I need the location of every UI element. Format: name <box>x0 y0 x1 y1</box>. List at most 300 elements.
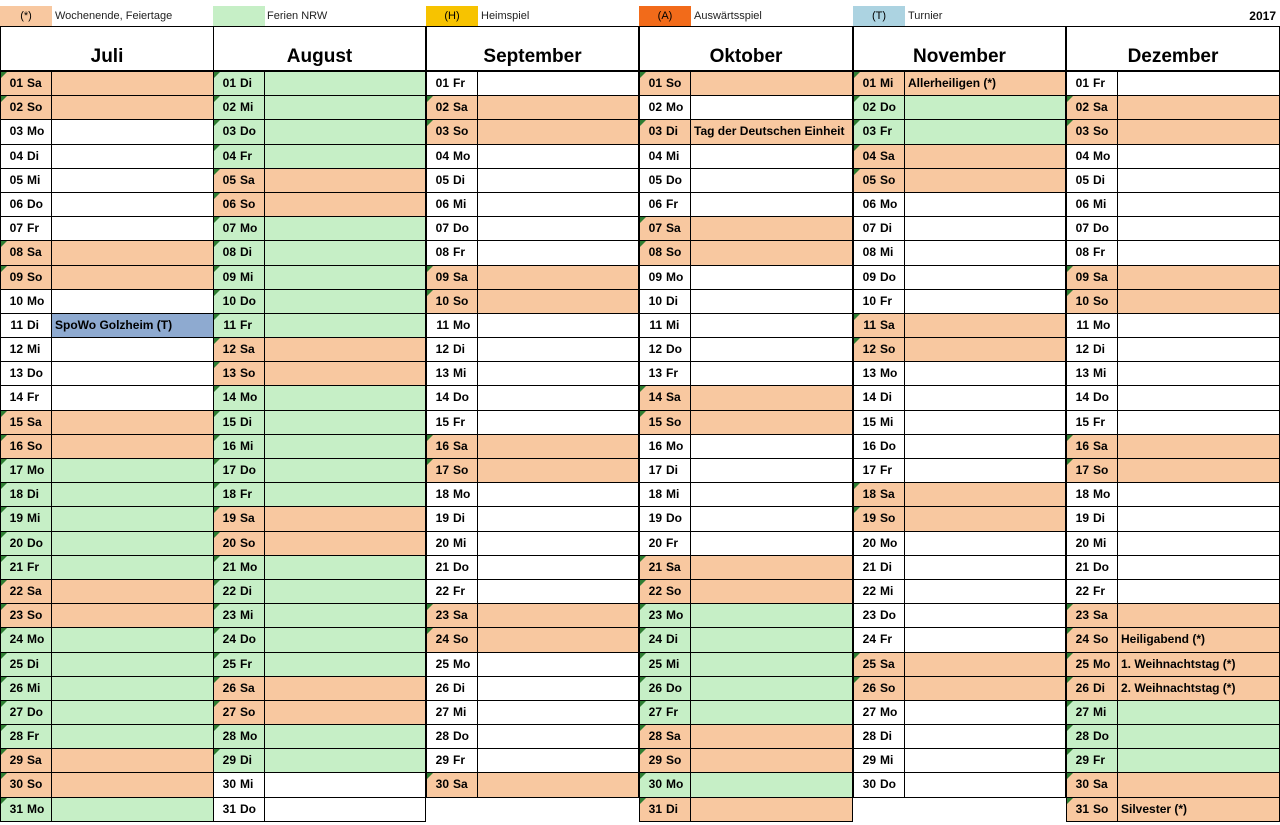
day-row[interactable] <box>1066 677 1280 701</box>
comment-marker-icon <box>214 72 220 78</box>
day-row[interactable] <box>213 749 426 773</box>
day-row[interactable] <box>1066 241 1280 265</box>
day-row[interactable] <box>1066 483 1280 507</box>
day-row[interactable] <box>639 773 853 797</box>
day-row[interactable] <box>426 604 639 628</box>
day-row[interactable] <box>0 773 214 797</box>
day-row[interactable] <box>213 677 426 701</box>
day-row[interactable] <box>853 386 1066 410</box>
month-header: Dezember <box>1066 26 1280 72</box>
day-row[interactable] <box>1066 628 1280 652</box>
weekday-label: Mi <box>238 266 265 289</box>
day-row[interactable] <box>639 604 853 628</box>
day-row[interactable] <box>1066 773 1280 797</box>
weekday-label: Mo <box>25 120 52 143</box>
day-number: 29 <box>435 753 449 768</box>
day-note <box>691 459 852 482</box>
day-row[interactable] <box>213 241 426 265</box>
day-row[interactable] <box>426 169 639 193</box>
day-row[interactable] <box>0 749 214 773</box>
weekday-label: So <box>25 435 52 458</box>
day-row[interactable] <box>213 386 426 410</box>
day-row[interactable] <box>426 362 639 386</box>
weekday-label: Sa <box>1091 773 1118 796</box>
day-row[interactable] <box>639 749 853 773</box>
day-row[interactable] <box>426 411 639 435</box>
day-note <box>52 386 213 409</box>
day-row[interactable] <box>639 314 853 338</box>
day-row[interactable] <box>639 701 853 725</box>
day-row[interactable] <box>213 459 426 483</box>
day-number: 18 <box>862 487 876 502</box>
day-row[interactable] <box>639 290 853 314</box>
comment-marker-icon <box>214 677 220 683</box>
day-row[interactable] <box>213 314 426 338</box>
day-row[interactable] <box>426 290 639 314</box>
day-row[interactable] <box>426 145 639 169</box>
day-note <box>691 314 852 337</box>
day-number: 19 <box>862 511 876 526</box>
weekday-label: Mo <box>25 290 52 313</box>
day-row[interactable] <box>426 266 639 290</box>
day-row[interactable] <box>213 435 426 459</box>
day-row[interactable] <box>0 653 214 677</box>
day-row[interactable] <box>213 653 426 677</box>
day-row[interactable] <box>1066 653 1280 677</box>
day-number: 27 <box>862 704 876 719</box>
day-row[interactable] <box>213 701 426 725</box>
day-row[interactable] <box>426 677 639 701</box>
day-note <box>905 266 1065 289</box>
day-row[interactable] <box>0 120 214 144</box>
day-note <box>478 217 638 240</box>
day-row[interactable] <box>639 483 853 507</box>
weekday-label: Fr <box>1091 72 1118 95</box>
day-row[interactable] <box>0 798 214 822</box>
day-row[interactable] <box>639 217 853 241</box>
day-number: 16 <box>9 438 23 453</box>
day-row[interactable] <box>426 701 639 725</box>
day-row[interactable] <box>426 628 639 652</box>
day-row[interactable] <box>1066 580 1280 604</box>
day-note <box>478 556 638 579</box>
day-row[interactable] <box>639 120 853 144</box>
comment-marker-icon <box>640 241 646 247</box>
day-row[interactable] <box>853 532 1066 556</box>
day-note <box>478 459 638 482</box>
day-number: 27 <box>222 704 236 719</box>
day-row[interactable] <box>426 435 639 459</box>
comment-marker-icon <box>214 701 220 707</box>
day-row[interactable] <box>213 773 426 797</box>
comment-marker-icon <box>854 653 860 659</box>
day-row[interactable] <box>639 169 853 193</box>
day-number: 20 <box>648 535 662 550</box>
day-number: 24 <box>862 632 876 647</box>
weekday-label: So <box>238 193 265 216</box>
day-row[interactable] <box>213 483 426 507</box>
day-row[interactable] <box>853 749 1066 773</box>
day-row[interactable] <box>426 338 639 362</box>
weekday-label: Sa <box>878 483 905 506</box>
day-row[interactable] <box>426 773 639 797</box>
day-row[interactable] <box>213 628 426 652</box>
day-row[interactable] <box>639 580 853 604</box>
day-row[interactable] <box>639 628 853 652</box>
day-row[interactable] <box>1066 386 1280 410</box>
day-row[interactable] <box>639 653 853 677</box>
day-row[interactable] <box>1066 725 1280 749</box>
day-row[interactable] <box>853 241 1066 265</box>
day-row[interactable] <box>853 193 1066 217</box>
weekday-label: Mi <box>238 96 265 119</box>
day-row[interactable] <box>0 193 214 217</box>
day-row[interactable] <box>853 338 1066 362</box>
day-row[interactable] <box>0 604 214 628</box>
day-number: 25 <box>9 656 23 671</box>
day-note <box>478 507 638 530</box>
day-row[interactable] <box>1066 96 1280 120</box>
day-note <box>691 411 852 434</box>
day-note <box>1118 604 1279 627</box>
day-note <box>905 314 1065 337</box>
comment-marker-icon <box>214 483 220 489</box>
weekday-label: Sa <box>25 72 52 95</box>
day-row[interactable] <box>0 580 214 604</box>
day-row[interactable] <box>1066 169 1280 193</box>
comment-marker-icon <box>854 96 860 102</box>
day-row[interactable] <box>0 701 214 725</box>
day-row[interactable] <box>853 290 1066 314</box>
day-row[interactable] <box>0 290 214 314</box>
day-row[interactable] <box>1066 314 1280 338</box>
weekday-label: So <box>1091 628 1118 651</box>
day-number: 15 <box>862 414 876 429</box>
day-number: 11 <box>436 317 449 332</box>
day-row[interactable] <box>426 507 639 531</box>
month-column-oktober <box>639 26 853 822</box>
day-row[interactable] <box>0 411 214 435</box>
day-row[interactable] <box>213 580 426 604</box>
day-row[interactable] <box>0 96 214 120</box>
day-row[interactable] <box>426 314 639 338</box>
day-row[interactable] <box>1066 556 1280 580</box>
day-number: 14 <box>862 390 876 405</box>
day-row[interactable] <box>213 556 426 580</box>
day-row[interactable] <box>426 96 639 120</box>
day-row[interactable] <box>639 145 853 169</box>
day-row[interactable] <box>213 338 426 362</box>
comment-marker-icon <box>1067 773 1073 779</box>
day-row[interactable] <box>0 386 214 410</box>
day-row[interactable] <box>639 459 853 483</box>
comment-marker-icon <box>1 241 7 247</box>
day-row[interactable] <box>639 338 853 362</box>
day-note <box>478 290 638 313</box>
day-row[interactable] <box>853 411 1066 435</box>
day-row[interactable] <box>853 169 1066 193</box>
day-row[interactable] <box>853 483 1066 507</box>
day-number: 17 <box>1075 463 1089 477</box>
day-number: 30 <box>9 777 23 792</box>
day-row[interactable] <box>639 725 853 749</box>
day-number: 30 <box>648 777 662 792</box>
day-row[interactable] <box>639 386 853 410</box>
weekday-label: Sa <box>664 217 691 240</box>
day-row[interactable] <box>213 798 426 822</box>
day-number: 11 <box>1076 317 1089 332</box>
day-number: 21 <box>862 559 876 574</box>
day-number: 28 <box>862 729 876 744</box>
day-row[interactable] <box>1066 72 1280 96</box>
day-row[interactable] <box>0 169 214 193</box>
day-row[interactable] <box>426 241 639 265</box>
comment-marker-icon <box>214 749 220 755</box>
weekday-label: Sa <box>25 241 52 264</box>
day-row[interactable] <box>213 145 426 169</box>
comment-marker-icon <box>214 628 220 634</box>
day-row[interactable] <box>639 362 853 386</box>
day-row[interactable] <box>0 725 214 749</box>
day-row[interactable] <box>426 120 639 144</box>
day-row[interactable] <box>639 677 853 701</box>
day-row[interactable] <box>1066 411 1280 435</box>
day-row[interactable] <box>853 96 1066 120</box>
day-row[interactable] <box>639 798 853 822</box>
day-row[interactable] <box>213 96 426 120</box>
day-row[interactable] <box>1066 435 1280 459</box>
day-number: 11 <box>649 317 662 332</box>
day-note <box>265 604 425 627</box>
comment-marker-icon <box>1 604 7 610</box>
day-row[interactable] <box>639 266 853 290</box>
day-number: 08 <box>435 245 449 260</box>
day-row[interactable] <box>1066 120 1280 144</box>
day-row[interactable] <box>639 72 853 96</box>
day-row[interactable] <box>213 120 426 144</box>
day-row[interactable] <box>213 72 426 96</box>
comment-marker-icon <box>214 120 220 126</box>
month-column-august <box>213 26 426 822</box>
day-note <box>52 169 213 192</box>
weekday-label: Mo <box>1091 483 1118 506</box>
day-row[interactable] <box>1066 532 1280 556</box>
day-note <box>905 773 1065 796</box>
day-note <box>691 556 852 579</box>
day-row[interactable] <box>853 556 1066 580</box>
day-number: 15 <box>222 414 236 429</box>
day-number: 30 <box>1075 777 1089 792</box>
day-row[interactable] <box>0 314 214 338</box>
comment-marker-icon <box>427 459 433 465</box>
day-row[interactable] <box>426 580 639 604</box>
day-row[interactable] <box>213 604 426 628</box>
day-note <box>1118 266 1279 289</box>
day-row[interactable] <box>1066 701 1280 725</box>
day-row[interactable] <box>0 241 214 265</box>
day-row[interactable] <box>213 193 426 217</box>
day-note <box>1118 217 1279 240</box>
day-row[interactable] <box>853 459 1066 483</box>
day-row[interactable] <box>0 507 214 531</box>
day-number: 13 <box>9 366 23 381</box>
day-row[interactable] <box>853 653 1066 677</box>
day-row[interactable] <box>213 725 426 749</box>
day-number: 23 <box>9 608 23 623</box>
day-row[interactable] <box>1066 459 1280 483</box>
day-row[interactable] <box>0 435 214 459</box>
day-note <box>905 386 1065 409</box>
day-note <box>1118 72 1279 95</box>
day-row[interactable] <box>0 483 214 507</box>
day-row[interactable] <box>639 96 853 120</box>
day-row[interactable] <box>426 653 639 677</box>
day-row[interactable] <box>0 217 214 241</box>
day-row[interactable] <box>853 435 1066 459</box>
day-number: 31 <box>222 801 236 816</box>
day-row[interactable] <box>853 314 1066 338</box>
day-note <box>905 338 1065 361</box>
weekday-label: Di <box>878 725 905 748</box>
day-row[interactable] <box>1066 338 1280 362</box>
day-note <box>905 677 1065 700</box>
day-row[interactable] <box>853 217 1066 241</box>
day-row[interactable] <box>853 362 1066 386</box>
day-row[interactable] <box>426 386 639 410</box>
day-note <box>478 266 638 289</box>
day-number: 09 <box>1075 269 1089 284</box>
day-row[interactable] <box>0 362 214 386</box>
comment-marker-icon <box>854 72 860 78</box>
day-row[interactable] <box>1066 217 1280 241</box>
day-note <box>905 290 1065 313</box>
day-row[interactable] <box>639 193 853 217</box>
day-number: 27 <box>9 704 23 719</box>
weekday-label: Do <box>664 169 691 192</box>
day-row[interactable] <box>426 217 639 241</box>
day-row[interactable] <box>0 72 214 96</box>
day-number: 04 <box>222 148 236 163</box>
day-row[interactable] <box>1066 290 1280 314</box>
day-number: 18 <box>1075 487 1089 502</box>
day-number: 12 <box>222 342 236 357</box>
day-number: 26 <box>222 680 236 695</box>
comment-marker-icon <box>214 532 220 538</box>
weekday-label: Do <box>664 677 691 700</box>
day-row[interactable] <box>853 120 1066 144</box>
day-row[interactable] <box>1066 507 1280 531</box>
weekday-label: Di <box>451 507 478 530</box>
day-row[interactable] <box>426 483 639 507</box>
day-row[interactable] <box>426 459 639 483</box>
day-row[interactable] <box>0 556 214 580</box>
day-row[interactable] <box>853 628 1066 652</box>
day-note <box>478 604 638 627</box>
day-number: 14 <box>435 390 449 405</box>
day-number: 27 <box>435 704 449 719</box>
day-row[interactable] <box>0 338 214 362</box>
comment-marker-icon <box>1 628 7 634</box>
weekday-label: Mi <box>1091 193 1118 216</box>
day-row[interactable] <box>1066 362 1280 386</box>
day-row[interactable] <box>1066 145 1280 169</box>
weekday-label: Di <box>664 290 691 313</box>
day-row[interactable] <box>853 266 1066 290</box>
weekday-label: So <box>1091 459 1118 482</box>
day-row[interactable] <box>853 773 1066 797</box>
day-row[interactable] <box>213 507 426 531</box>
day-row[interactable] <box>853 677 1066 701</box>
day-row[interactable] <box>639 435 853 459</box>
day-row[interactable] <box>213 290 426 314</box>
weekday-label: Do <box>25 362 52 385</box>
day-row[interactable] <box>853 507 1066 531</box>
day-note <box>52 604 213 627</box>
day-row[interactable] <box>0 677 214 701</box>
day-row[interactable] <box>213 411 426 435</box>
day-row[interactable] <box>0 532 214 556</box>
day-row[interactable] <box>0 266 214 290</box>
day-row[interactable] <box>213 532 426 556</box>
day-row[interactable] <box>639 532 853 556</box>
day-row[interactable] <box>639 556 853 580</box>
comment-marker-icon <box>640 604 646 610</box>
day-row[interactable] <box>1066 604 1280 628</box>
day-number: 15 <box>9 414 23 429</box>
day-row[interactable] <box>0 459 214 483</box>
weekday-label: Do <box>1091 556 1118 579</box>
day-note <box>1118 483 1279 506</box>
legend-label-3: Auswärtsspiel <box>694 10 762 22</box>
day-row[interactable] <box>213 217 426 241</box>
day-note <box>52 145 213 168</box>
day-row[interactable] <box>426 193 639 217</box>
day-row[interactable] <box>853 725 1066 749</box>
day-row[interactable] <box>213 169 426 193</box>
day-row[interactable] <box>426 556 639 580</box>
day-row[interactable] <box>853 604 1066 628</box>
day-row[interactable] <box>0 628 214 652</box>
weekday-label: Do <box>451 556 478 579</box>
day-row[interactable] <box>426 532 639 556</box>
day-row[interactable] <box>0 145 214 169</box>
day-row[interactable] <box>639 507 853 531</box>
day-number: 12 <box>435 342 449 357</box>
day-row[interactable] <box>426 725 639 749</box>
day-row[interactable] <box>853 701 1066 725</box>
day-row[interactable] <box>426 72 639 96</box>
day-row[interactable] <box>213 266 426 290</box>
day-row[interactable] <box>1066 749 1280 773</box>
day-note <box>905 241 1065 264</box>
day-row[interactable] <box>426 749 639 773</box>
day-row[interactable] <box>1066 798 1280 822</box>
weekday-label: Mo <box>238 725 265 748</box>
day-row[interactable] <box>1066 266 1280 290</box>
comment-marker-icon <box>214 217 220 223</box>
day-row[interactable] <box>853 580 1066 604</box>
day-row[interactable] <box>639 241 853 265</box>
month-header: Juli <box>0 26 214 72</box>
day-row[interactable] <box>639 411 853 435</box>
month-header: September <box>426 26 639 72</box>
day-row[interactable] <box>213 362 426 386</box>
day-row[interactable] <box>853 72 1066 96</box>
day-number: 13 <box>222 366 236 381</box>
day-row[interactable] <box>853 145 1066 169</box>
day-row[interactable] <box>1066 193 1280 217</box>
weekday-label: So <box>25 604 52 627</box>
